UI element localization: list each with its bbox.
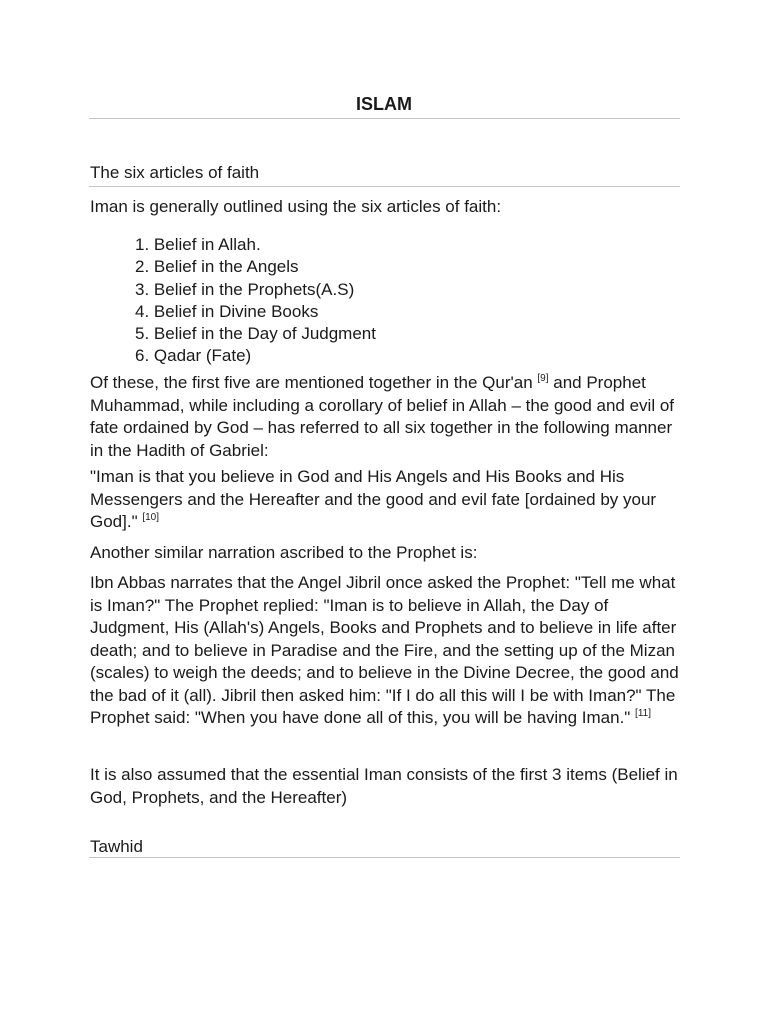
- paragraph-text: It is also assumed that the essential Iman consists of the first 3 items (Belief in God, Prophets, and the Hereafter): [90, 765, 678, 807]
- essential-iman-paragraph: [90, 764, 690, 809]
- paragraph-text: and Prophet Muhammad, while including a corollary of belief in Allah – the good and evil of fate ordained by God – has referred to all six together in the following manner in the Hadith of Gabriel:: [90, 373, 675, 460]
- gabriel-quote: [90, 466, 690, 534]
- page-title: ISLAM: [356, 94, 412, 114]
- mentioned-paragraph: [90, 372, 690, 462]
- title-divider: [89, 118, 680, 119]
- tawhid-divider: [89, 857, 680, 858]
- another-narration: [90, 542, 690, 565]
- intro-text: Iman is generally outlined using the six articles of faith:: [90, 197, 502, 216]
- list-item: 1. Belief in Allah.: [135, 235, 261, 254]
- paragraph-text: Of these, the first five are mentioned together in the Qur'an: [90, 373, 538, 392]
- list-item: 4. Belief in Divine Books: [135, 301, 319, 321]
- section-divider: [89, 186, 680, 187]
- intro-paragraph: [90, 196, 690, 219]
- reference-link[interactable]: [10]: [142, 512, 160, 523]
- list-item: 5. Belief in the Day of Judgment: [135, 324, 376, 344]
- reference-link[interactable]: [11]: [635, 708, 651, 719]
- list-item: 6. Qadar (Fate): [135, 346, 252, 366]
- tawhid-heading: Tawhid: [90, 837, 143, 856]
- articles-of-faith-list: [135, 234, 376, 368]
- ibn-abbas-narration: [90, 572, 690, 730]
- quote-text: "Iman is that you believe in God and His Angels and His Books and His Messengers and the Hereafter and the good and evil fate [ordained by your God].": [90, 467, 657, 531]
- section-heading: The six articles of faith: [90, 163, 260, 182]
- narration-text: Ibn Abbas narrates that the Angel Jibril once asked the Prophet: "Tell me what is Iman?" The Prophet replied: "Iman is to believe in Allah, the Day of Judgment, His (Allah's) Angels, Books and Prophets and to believe in life after death; and to believe in Paradise and the Fire, and the setting up of the Mizan (scales) to weigh the deeds; and to believe in the Divine Decree, the good and the bad of it (all). Jibril then asked him: "If I do all this will I be with Iman?" The Prophet said: "When you have done all of this, you will be having Iman.": [90, 573, 679, 727]
- list-item: 3. Belief in the Prophets(A.S): [135, 279, 355, 299]
- reference-link[interactable]: [9]: [537, 373, 549, 384]
- list-item: 2. Belief in the Angels: [135, 257, 299, 277]
- paragraph-text: Another similar narration ascribed to the Prophet is:: [90, 543, 478, 562]
